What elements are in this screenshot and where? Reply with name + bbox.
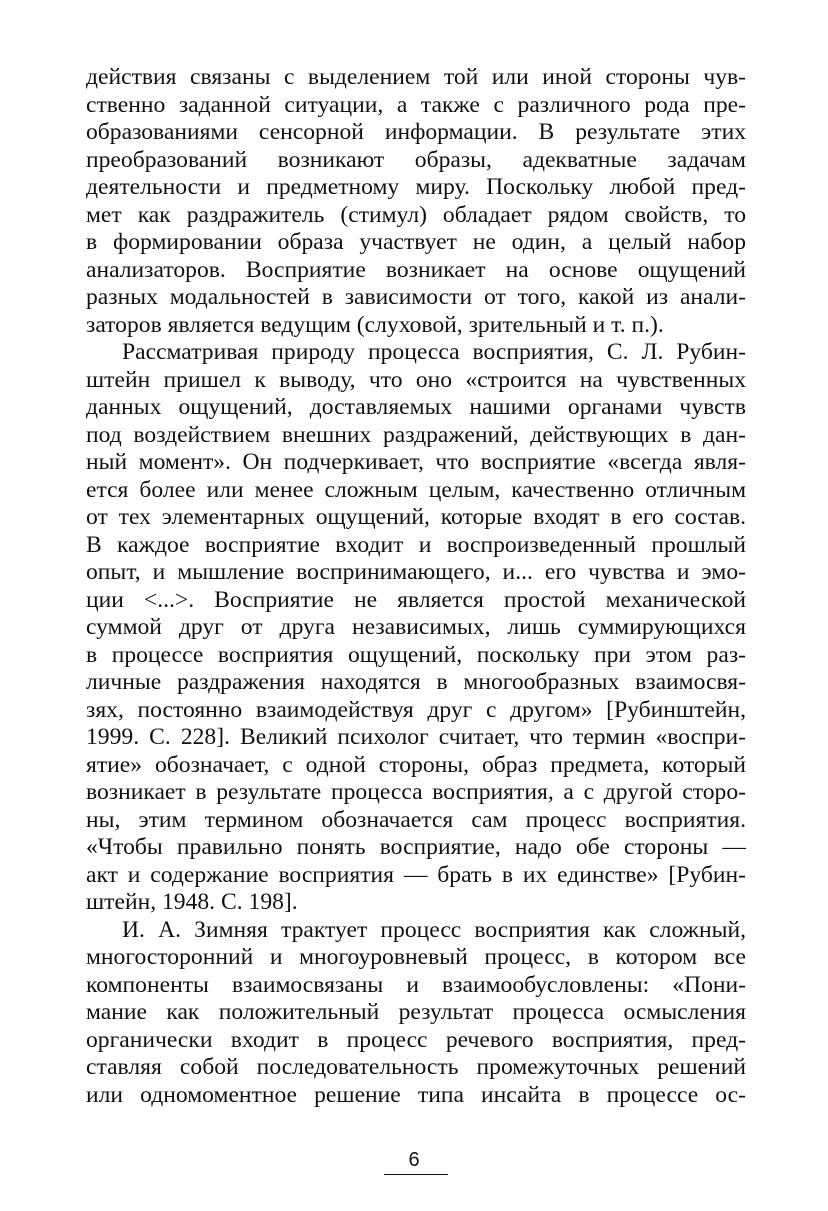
page-number: 6 (408, 1149, 420, 1171)
text-line: личные раздражения находятся в многообразных взаимосвя- (86, 669, 746, 695)
text-line: данных ощущений, доставляемых нашими органами чувств (86, 394, 746, 420)
text-line: мет как раздражитель (стимул) обладает рядом свойств, то (86, 201, 746, 228)
text-line: «Чтобы правильно понять восприятие, надо обе стороны — (86, 834, 746, 860)
text-line: действия связаны с выделением той или иной стороны чув- (86, 64, 746, 90)
text-line: Рассматривая природу процесса восприятия, С. Л. Рубин- (122, 339, 746, 365)
text-line: В каждое восприятие входит и воспроизведенный прошлый (86, 531, 746, 558)
text-line: зях, постоянно взаимодействуя друг с другом» [Рубинштейн, (86, 696, 746, 723)
text-line: органически входит в процесс речевого восприятия, пред- (86, 1026, 746, 1053)
text-line: в формировании образа участвует не один, а целый набор (86, 229, 746, 255)
text-line: штейн пришел к выводу, что оно «строится на чувственных (86, 366, 746, 393)
text-line: опыт, и мышление воспринимающего, и... его чувства и эмо- (86, 559, 746, 585)
text-line: мание как положительный результат процесса осмысления (86, 999, 746, 1025)
text-line: анализаторов. Восприятие возникает на основе ощущений (86, 256, 746, 283)
body-text (86, 64, 746, 1109)
text-line: в процессе восприятия ощущений, поскольку при этом раз- (86, 641, 746, 668)
text-line: 1999. С. 228]. Великий психолог считает, что термин «воспри- (86, 724, 746, 750)
text-line: возникает в результате процесса восприятия, а с другой сторо- (86, 779, 746, 805)
text-line: образованиями сенсорной информации. В результате этих (86, 119, 746, 145)
text-line: ный момент». Он подчеркивает, что восприятие «всегда явля- (86, 449, 746, 475)
text-line: преобразований возникают образы, адекватные задачам (86, 146, 746, 173)
text-line: ции <...>. Восприятие не является простой механической (86, 586, 746, 613)
paragraph-2 (86, 339, 746, 917)
text-line: или одномоментное решение типа инсайта в процессе ос- (86, 1081, 746, 1108)
text-line: суммой друг от друга независимых, лишь суммирующихся (86, 614, 746, 640)
paragraph-1 (86, 64, 746, 339)
page-number-underline (384, 1174, 448, 1175)
text-line: компоненты взаимосвязаны и взаимообусловлены: «Пони- (86, 971, 746, 998)
text-line: под воздействием внешних раздражений, действующих в дан- (86, 421, 746, 448)
text-line: деятельности и предметному миру. Поскольку любой пред- (86, 174, 746, 200)
text-line: многосторонний и многоуровневый процесс, в котором все (86, 944, 746, 970)
text-line: ставляя собой последовательность промежуточных решений (86, 1054, 746, 1080)
text-line: разных модальностей в зависимости от того, какой из анали- (86, 284, 746, 310)
text-line: от тех элементарных ощущений, которые входят в его состав. (86, 504, 746, 530)
text-line: ственно заданной ситуации, а также с различного рода пре- (86, 91, 746, 118)
text-line: ятие» обозначает, с одной стороны, образ предмета, который (86, 751, 746, 778)
text-line: штейн, 1948. С. 198]. (86, 889, 298, 915)
text-line: заторов является ведущим (слуховой, зрительный и т. п.). (86, 311, 664, 338)
paragraph-3 (86, 917, 746, 1110)
text-line: ны, этим термином обозначается сам процесс восприятия. (86, 806, 746, 833)
text-line: ется более или менее сложным целым, качественно отличным (86, 476, 746, 503)
text-line: И. А. Зимняя трактует процесс восприятия как сложный, (122, 916, 746, 943)
text-line: акт и содержание восприятия — брать в их единстве» [Рубин- (86, 861, 746, 888)
